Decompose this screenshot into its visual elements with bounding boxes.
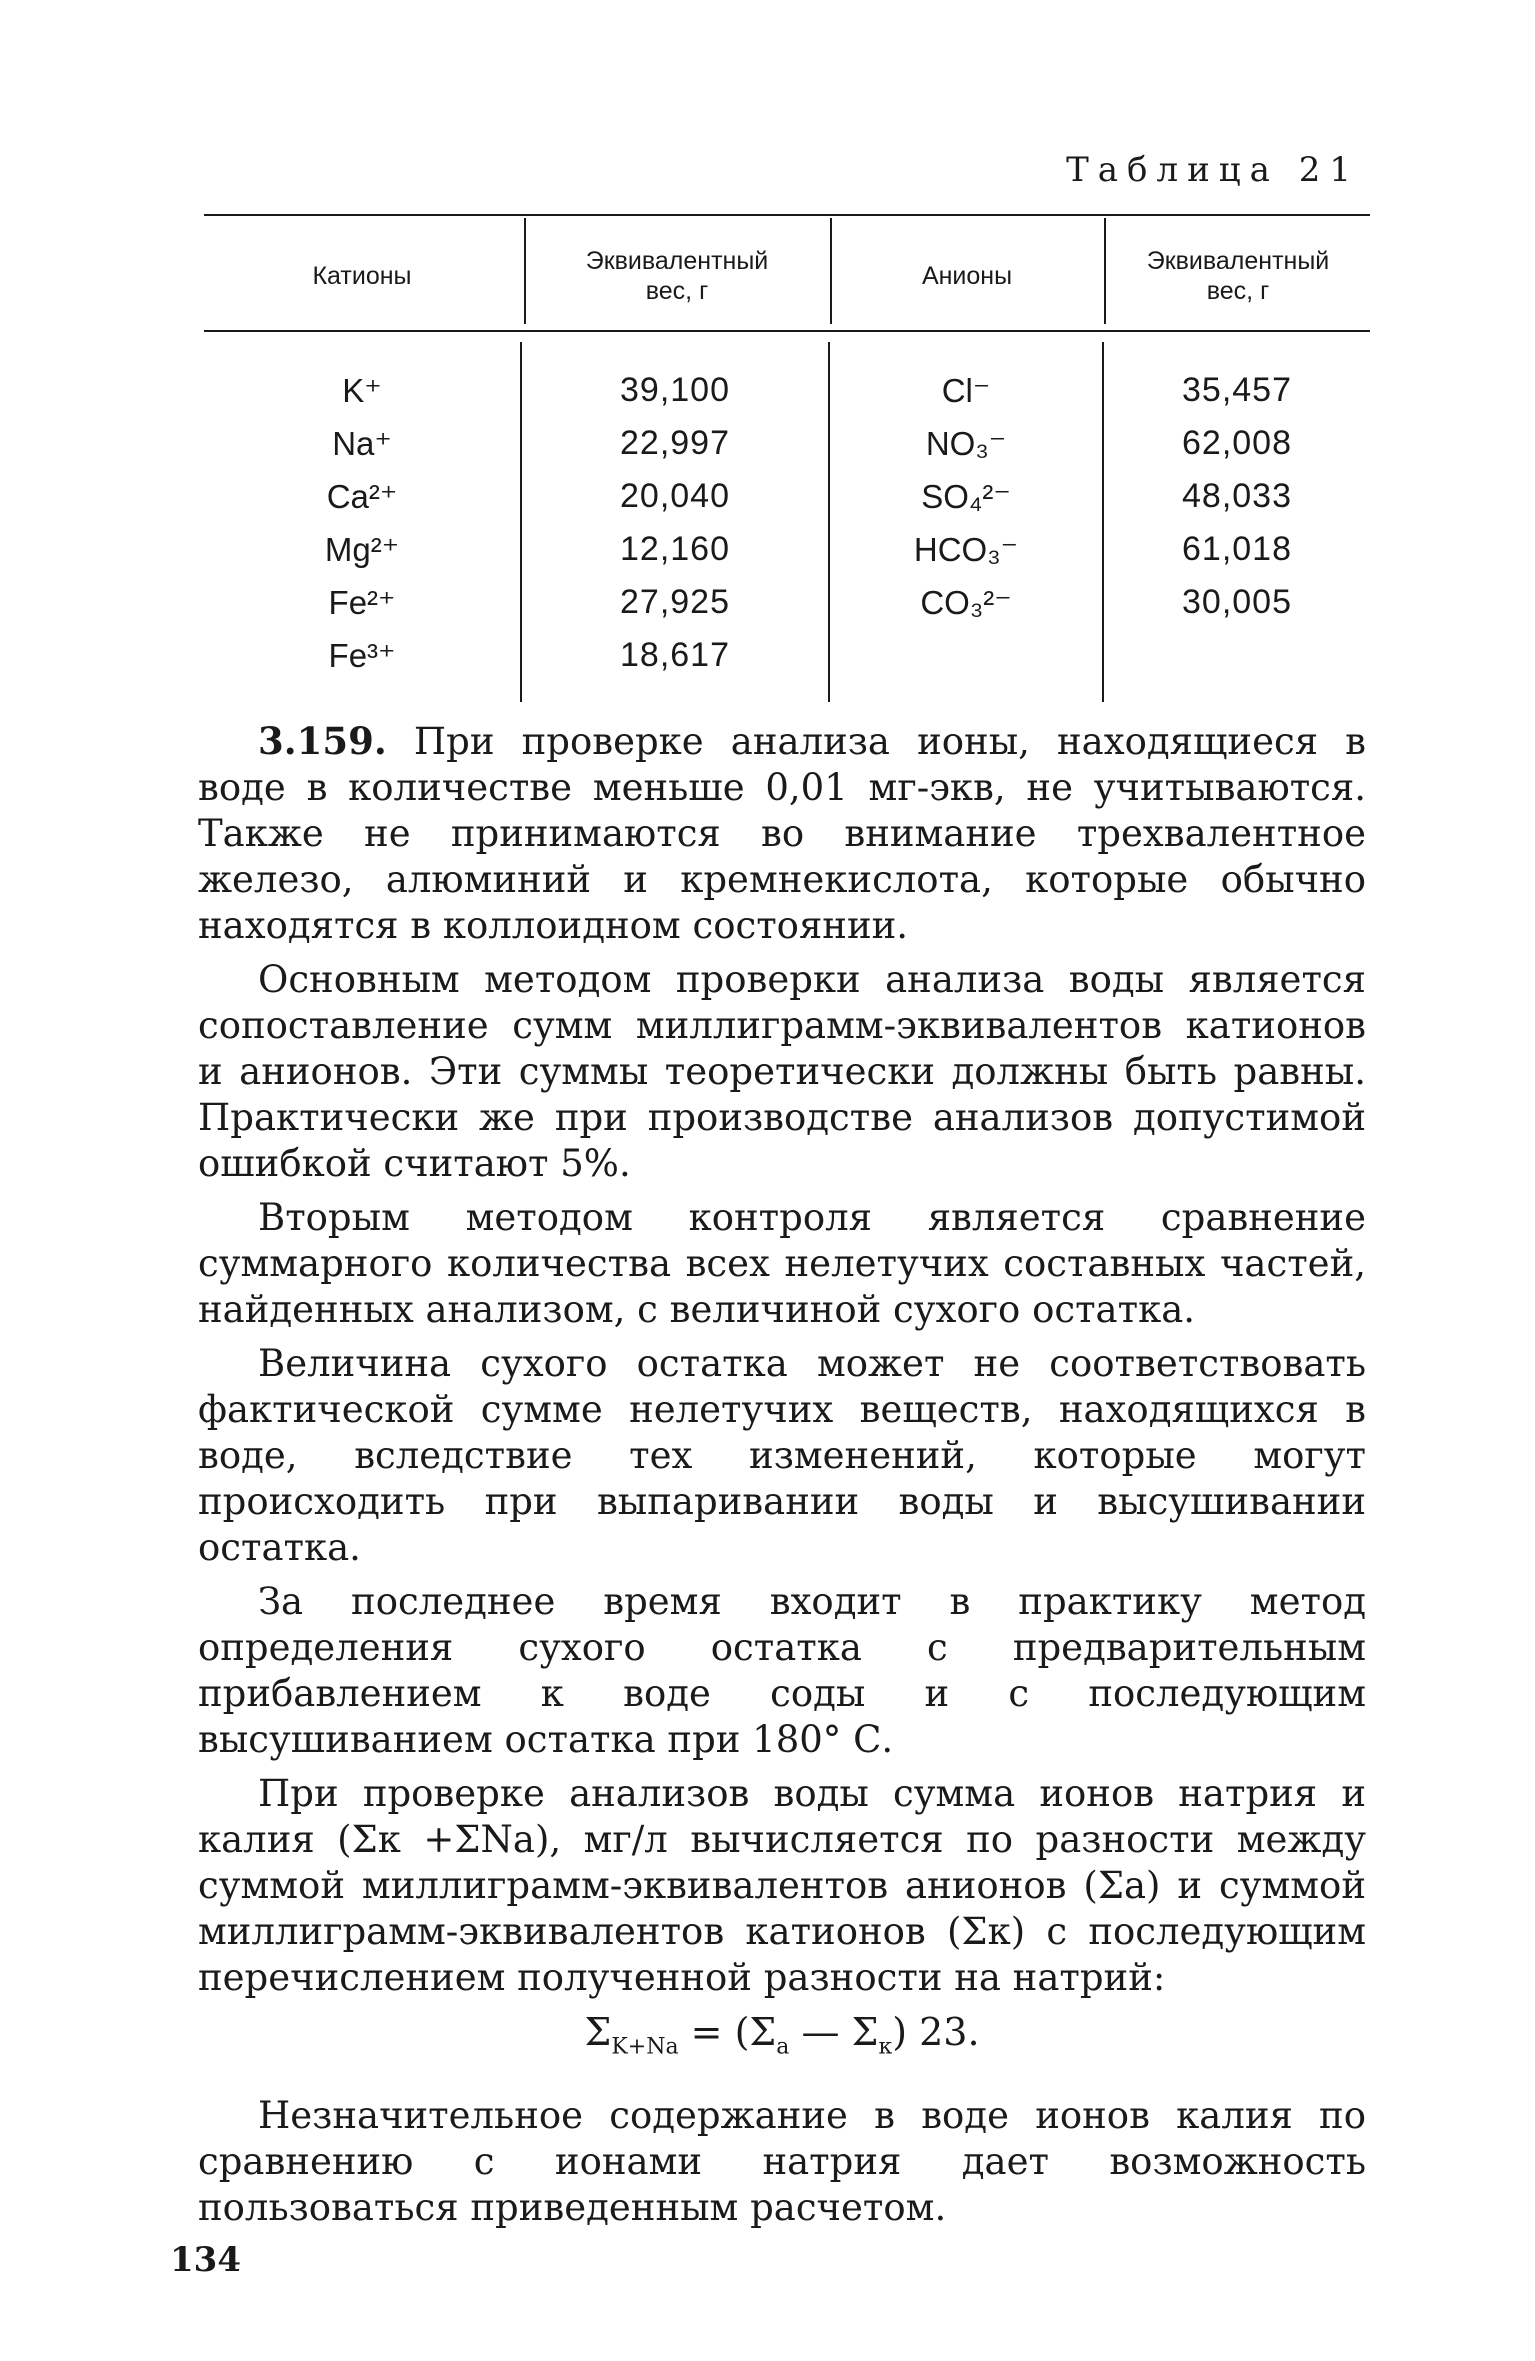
cation-weight-cell: 20,040	[620, 477, 730, 515]
cation-cell: Fe²⁺	[328, 584, 396, 621]
table-top-rule	[204, 214, 1370, 216]
header-cation-weight: Эквивалентный вес, г	[585, 247, 769, 305]
anion-weight-cell: 62,008	[1182, 424, 1292, 462]
paragraph: Основным методом проверки анализа воды является сопоставление сумм миллиграмм-эквивалентов катионов и анионов. Эти суммы теоретически должны быть равны. Практически же при производстве анализов допустимой ошибкой считают 5%.	[198, 958, 1366, 1185]
header-cations: Катионы	[312, 262, 412, 290]
cation-cell: Mg²⁺	[324, 531, 400, 568]
anion-cell: Cl⁻	[941, 372, 991, 409]
cation-weight-cell: 39,100	[620, 371, 730, 409]
cation-weight-cell: 18,617	[620, 636, 730, 674]
formula: $\Sigma_{K+Na} = (\Sigma_а$ — $\Sigma_к$) 23.	[584, 2010, 980, 2060]
cation-cell: Na⁺	[332, 425, 392, 462]
anion-cell: HCO₃⁻	[913, 531, 1019, 568]
cation-weight-cell: 12,160	[620, 530, 730, 568]
cation-cell: K⁺	[342, 372, 382, 409]
header-anions: Анионы	[921, 262, 1013, 290]
equivalent-weights-table	[204, 214, 1370, 704]
anion-weight-cell: 48,033	[1182, 477, 1292, 515]
cation-weight-cell: 22,997	[620, 424, 730, 462]
cation-cell: Ca²⁺	[326, 478, 398, 515]
cation-cell: Fe³⁺	[328, 637, 396, 674]
page-number: 134	[170, 2240, 241, 2280]
anion-weight-cell: 35,457	[1182, 371, 1292, 409]
section-number: 3.159.	[258, 719, 387, 763]
table-header-rule	[204, 330, 1370, 332]
table-caption: Таблица 21	[1066, 150, 1360, 190]
anion-weight-cell: 30,005	[1182, 583, 1292, 621]
paragraph: При проверке анализов воды сумма ионов натрия и калия (Σк +ΣNa), мг/л вычисляется по разности между суммой миллиграмм-эквивалентов анионов (Σа) и суммой миллиграмм-эквивалентов катионов (Σк) с последующим перечислением полученной разности на натрий:	[198, 1772, 1366, 1999]
anion-weight-cell: 61,018	[1182, 530, 1292, 568]
body-text	[198, 718, 1366, 2239]
anions-column	[830, 364, 1102, 629]
anion-weights-column	[1104, 364, 1370, 629]
anion-cell: NO₃⁻	[925, 425, 1007, 462]
paragraph: За последнее время входит в практику метод определения сухого остатка с предварительным прибавлением к воде соды и с последующим высушиванием остатка при 180° С.	[198, 1580, 1366, 1761]
paragraph: Незначительное содержание в воде ионов калия по сравнению с ионами натрия дает возможность пользоваться приведенным расчетом.	[198, 2093, 1366, 2229]
paragraph: 3.159. При проверке анализа ионы, находящиеся в воде в количестве меньше 0,01 мг-экв, не учитываются. Также не принимаются во внимание трехвалентное железо, алюминий и кремнекислота, которые обычно находятся в коллоидном состоянии.	[198, 719, 1366, 947]
anion-cell: SO₄²⁻	[921, 478, 1011, 515]
paragraph: Вторым методом контроля является сравнение суммарного количества всех нелетучих составных частей, найденных анализом, с величиной сухого остатка.	[198, 1196, 1366, 1331]
header-anion-weight: Эквивалентный вес, г	[1146, 247, 1330, 305]
paragraph: Величина сухого остатка может не соответствовать фактической сумме нелетучих веществ, находящихся в воде, вследствие тех изменений, которые могут происходить при выпаривании воды и высушивании остатка.	[198, 1342, 1366, 1569]
cation-weight-cell: 27,925	[620, 583, 730, 621]
cations-column	[204, 364, 520, 682]
anion-cell: CO₃²⁻	[920, 584, 1012, 621]
cation-weights-column	[522, 364, 828, 682]
